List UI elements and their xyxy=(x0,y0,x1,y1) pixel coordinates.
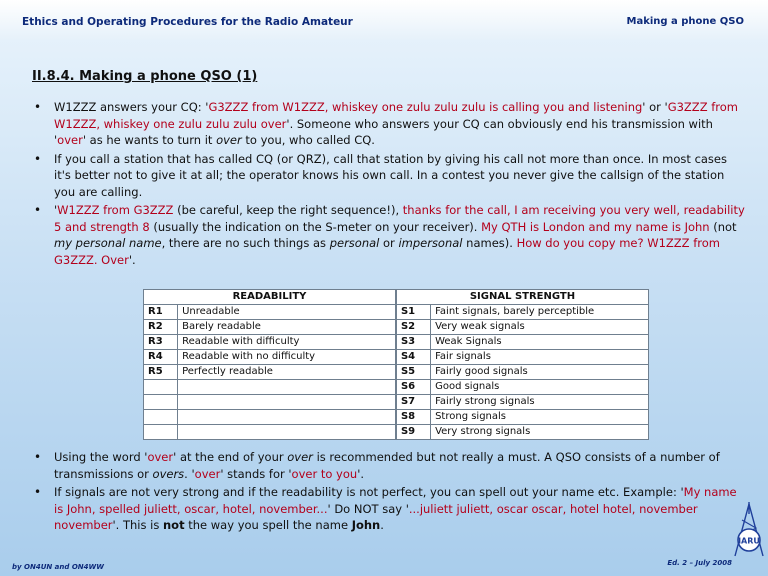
table-row xyxy=(144,365,649,380)
readability-description xyxy=(178,380,396,395)
bullet-highlight: G3ZZZ from W1ZZZ, whiskey one zulu zulu zulu is calling you and listening xyxy=(208,100,643,114)
readability-code xyxy=(144,380,178,395)
bullet-text: '. Someone who answers your CQ can obviously end his transmission with ' xyxy=(54,116,713,147)
readability-code xyxy=(144,395,178,410)
bullet-list-top xyxy=(30,99,746,270)
table-row xyxy=(144,425,649,440)
signal-code: S5 xyxy=(396,365,431,380)
signal-description: Fair signals xyxy=(431,350,649,365)
bullet-emphasis: over xyxy=(216,133,242,147)
bullet-text: ' at the end of your xyxy=(173,450,288,464)
table-header-row xyxy=(144,290,649,305)
readability-description xyxy=(178,410,396,425)
signal-code: S1 xyxy=(396,305,431,320)
signal-code: S6 xyxy=(396,380,431,395)
readability-description xyxy=(178,395,396,410)
bullet-text: ' or ' xyxy=(642,100,668,114)
bullet-text: W1ZZZ answers your CQ: ' xyxy=(54,100,209,114)
signal-description: Very strong signals xyxy=(431,425,649,440)
table-row xyxy=(144,335,649,350)
bullet-highlight: over xyxy=(194,466,221,481)
bullet-emphasis: over xyxy=(287,450,313,464)
signal-description: Fairly strong signals xyxy=(431,395,649,410)
signal-description: Good signals xyxy=(431,380,649,395)
signal-description: Fairly good signals xyxy=(431,365,649,380)
signal-description: Weak Signals xyxy=(431,335,649,350)
readability-description xyxy=(178,425,396,440)
bullet-text: Using the word ' xyxy=(54,450,148,464)
slide-heading: II.8.4. Making a phone QSO (1) xyxy=(32,69,258,84)
bullet-highlight: My name is John, spelled juliett, oscar, hotel, november... xyxy=(54,485,737,516)
table-body xyxy=(144,305,649,440)
bullet-text: is recommended but not really a must. A QSO consists of a number of transmissions or xyxy=(54,450,720,481)
bullet-highlight: over xyxy=(147,450,174,464)
bullet-text: '. This is xyxy=(112,518,163,532)
bullet-emphasis: not xyxy=(163,518,185,532)
table-row xyxy=(144,410,649,425)
bullet-text: to you, who called CQ. xyxy=(241,133,375,147)
signal-description: Strong signals xyxy=(431,410,649,425)
readability-description: Perfectly readable xyxy=(178,365,396,380)
readability-description: Barely readable xyxy=(178,320,396,335)
bullet-highlight: thanks for the call, I am receiving you very well, readability 5 and strength 8 xyxy=(54,203,745,234)
bullet-emphasis: impersonal xyxy=(398,236,463,250)
signal-code: S8 xyxy=(396,410,431,425)
table-row xyxy=(144,320,649,335)
bullet-example-exchange xyxy=(30,202,746,268)
signal-code: S4 xyxy=(396,350,431,365)
bullet-text: the way you spell the name xyxy=(184,518,352,532)
bullet-text: ' stands for ' xyxy=(220,466,292,481)
bullet-text: If signals are not very strong and if the readability is not perfect, you can spell out your name etc. Example: ' xyxy=(54,485,684,499)
bullet-text: (not xyxy=(709,219,737,234)
bullet-highlight: My QTH is London and my name is John xyxy=(481,219,710,234)
readability-code xyxy=(144,425,178,440)
bullet-highlight: ...juliett juliett, oscar oscar, hotel hotel, november november xyxy=(54,501,698,532)
bullet-calling-station xyxy=(30,151,746,201)
bullet-highlight: W1ZZZ from G3ZZZ xyxy=(57,203,174,217)
readability-code xyxy=(144,410,178,425)
bullet-highlight: over to you xyxy=(291,466,358,481)
bullet-emphasis: my personal name xyxy=(54,236,162,250)
bullet-word-over xyxy=(30,449,746,482)
bullet-spelling xyxy=(30,484,746,534)
bullet-text: (usually the indication on the S-meter on your receiver). xyxy=(149,219,482,234)
signal-code: S7 xyxy=(396,395,431,410)
bullet-list-bottom xyxy=(30,449,746,536)
bullet-text: '. xyxy=(357,466,365,481)
section-title: Making a phone QSO xyxy=(626,16,744,27)
readability-code: R1 xyxy=(144,305,178,320)
bullet-answer-cq xyxy=(30,99,746,149)
readability-description: Unreadable xyxy=(178,305,396,320)
rst-table xyxy=(143,289,649,440)
readability-code: R2 xyxy=(144,320,178,335)
bullet-highlight: G3ZZZ from W1ZZZ, whiskey one zulu zulu zulu over xyxy=(54,100,738,131)
bullet-emphasis: John xyxy=(351,518,381,532)
signal-description: Very weak signals xyxy=(431,320,649,335)
table-row xyxy=(144,380,649,395)
readability-code: R5 xyxy=(144,365,178,380)
bullet-emphasis: overs xyxy=(152,466,185,481)
signal-code: S2 xyxy=(396,320,431,335)
bullet-text: ' Do NOT say ' xyxy=(327,501,409,516)
bullet-text: '. xyxy=(128,252,136,267)
bullet-text: ' as he wants to turn it xyxy=(82,133,217,147)
bullet-text: (be careful, keep the right sequence!), xyxy=(173,203,403,217)
page-header xyxy=(0,0,768,40)
readability-description: Readable with difficulty xyxy=(178,335,396,350)
bullet-text: names). xyxy=(462,236,517,250)
logo-text: IARU xyxy=(738,536,760,546)
bullet-highlight: over xyxy=(57,133,83,147)
bullet-text: . ' xyxy=(184,466,195,481)
readability-header: READABILITY xyxy=(144,290,396,305)
document-title: Ethics and Operating Procedures for the Radio Amateur xyxy=(22,16,353,28)
table-row xyxy=(144,395,649,410)
signal-code: S9 xyxy=(396,425,431,440)
footer-edition: Ed. 2 – July 2008 xyxy=(667,559,732,567)
readability-description: Readable with no difficulty xyxy=(178,350,396,365)
iaru-logo-icon xyxy=(732,500,766,562)
bullet-text: If you call a station that has called CQ (or QRZ), call that station by giving his call not more than once. In most cases it's better not to give it at all; the operator knows his own call. In a contest you never give the callsign of the station you are calling. xyxy=(54,151,727,199)
readability-code: R3 xyxy=(144,335,178,350)
bullet-text: , there are no such things as xyxy=(161,236,330,250)
table-row xyxy=(144,305,649,320)
bullet-text: ' xyxy=(54,203,58,217)
readability-code: R4 xyxy=(144,350,178,365)
signal-strength-header: SIGNAL STRENGTH xyxy=(396,290,649,305)
bullet-highlight: How do you copy me? W1ZZZ from G3ZZZ. Over xyxy=(54,236,720,267)
signal-description: Faint signals, barely perceptible xyxy=(431,305,649,320)
table-row xyxy=(144,350,649,365)
bullet-text: . xyxy=(380,518,384,532)
bullet-emphasis: personal xyxy=(329,236,380,250)
bullet-text: or xyxy=(379,236,399,250)
footer-authors: by ON4UN and ON4WW xyxy=(12,563,104,571)
signal-code: S3 xyxy=(396,335,431,350)
